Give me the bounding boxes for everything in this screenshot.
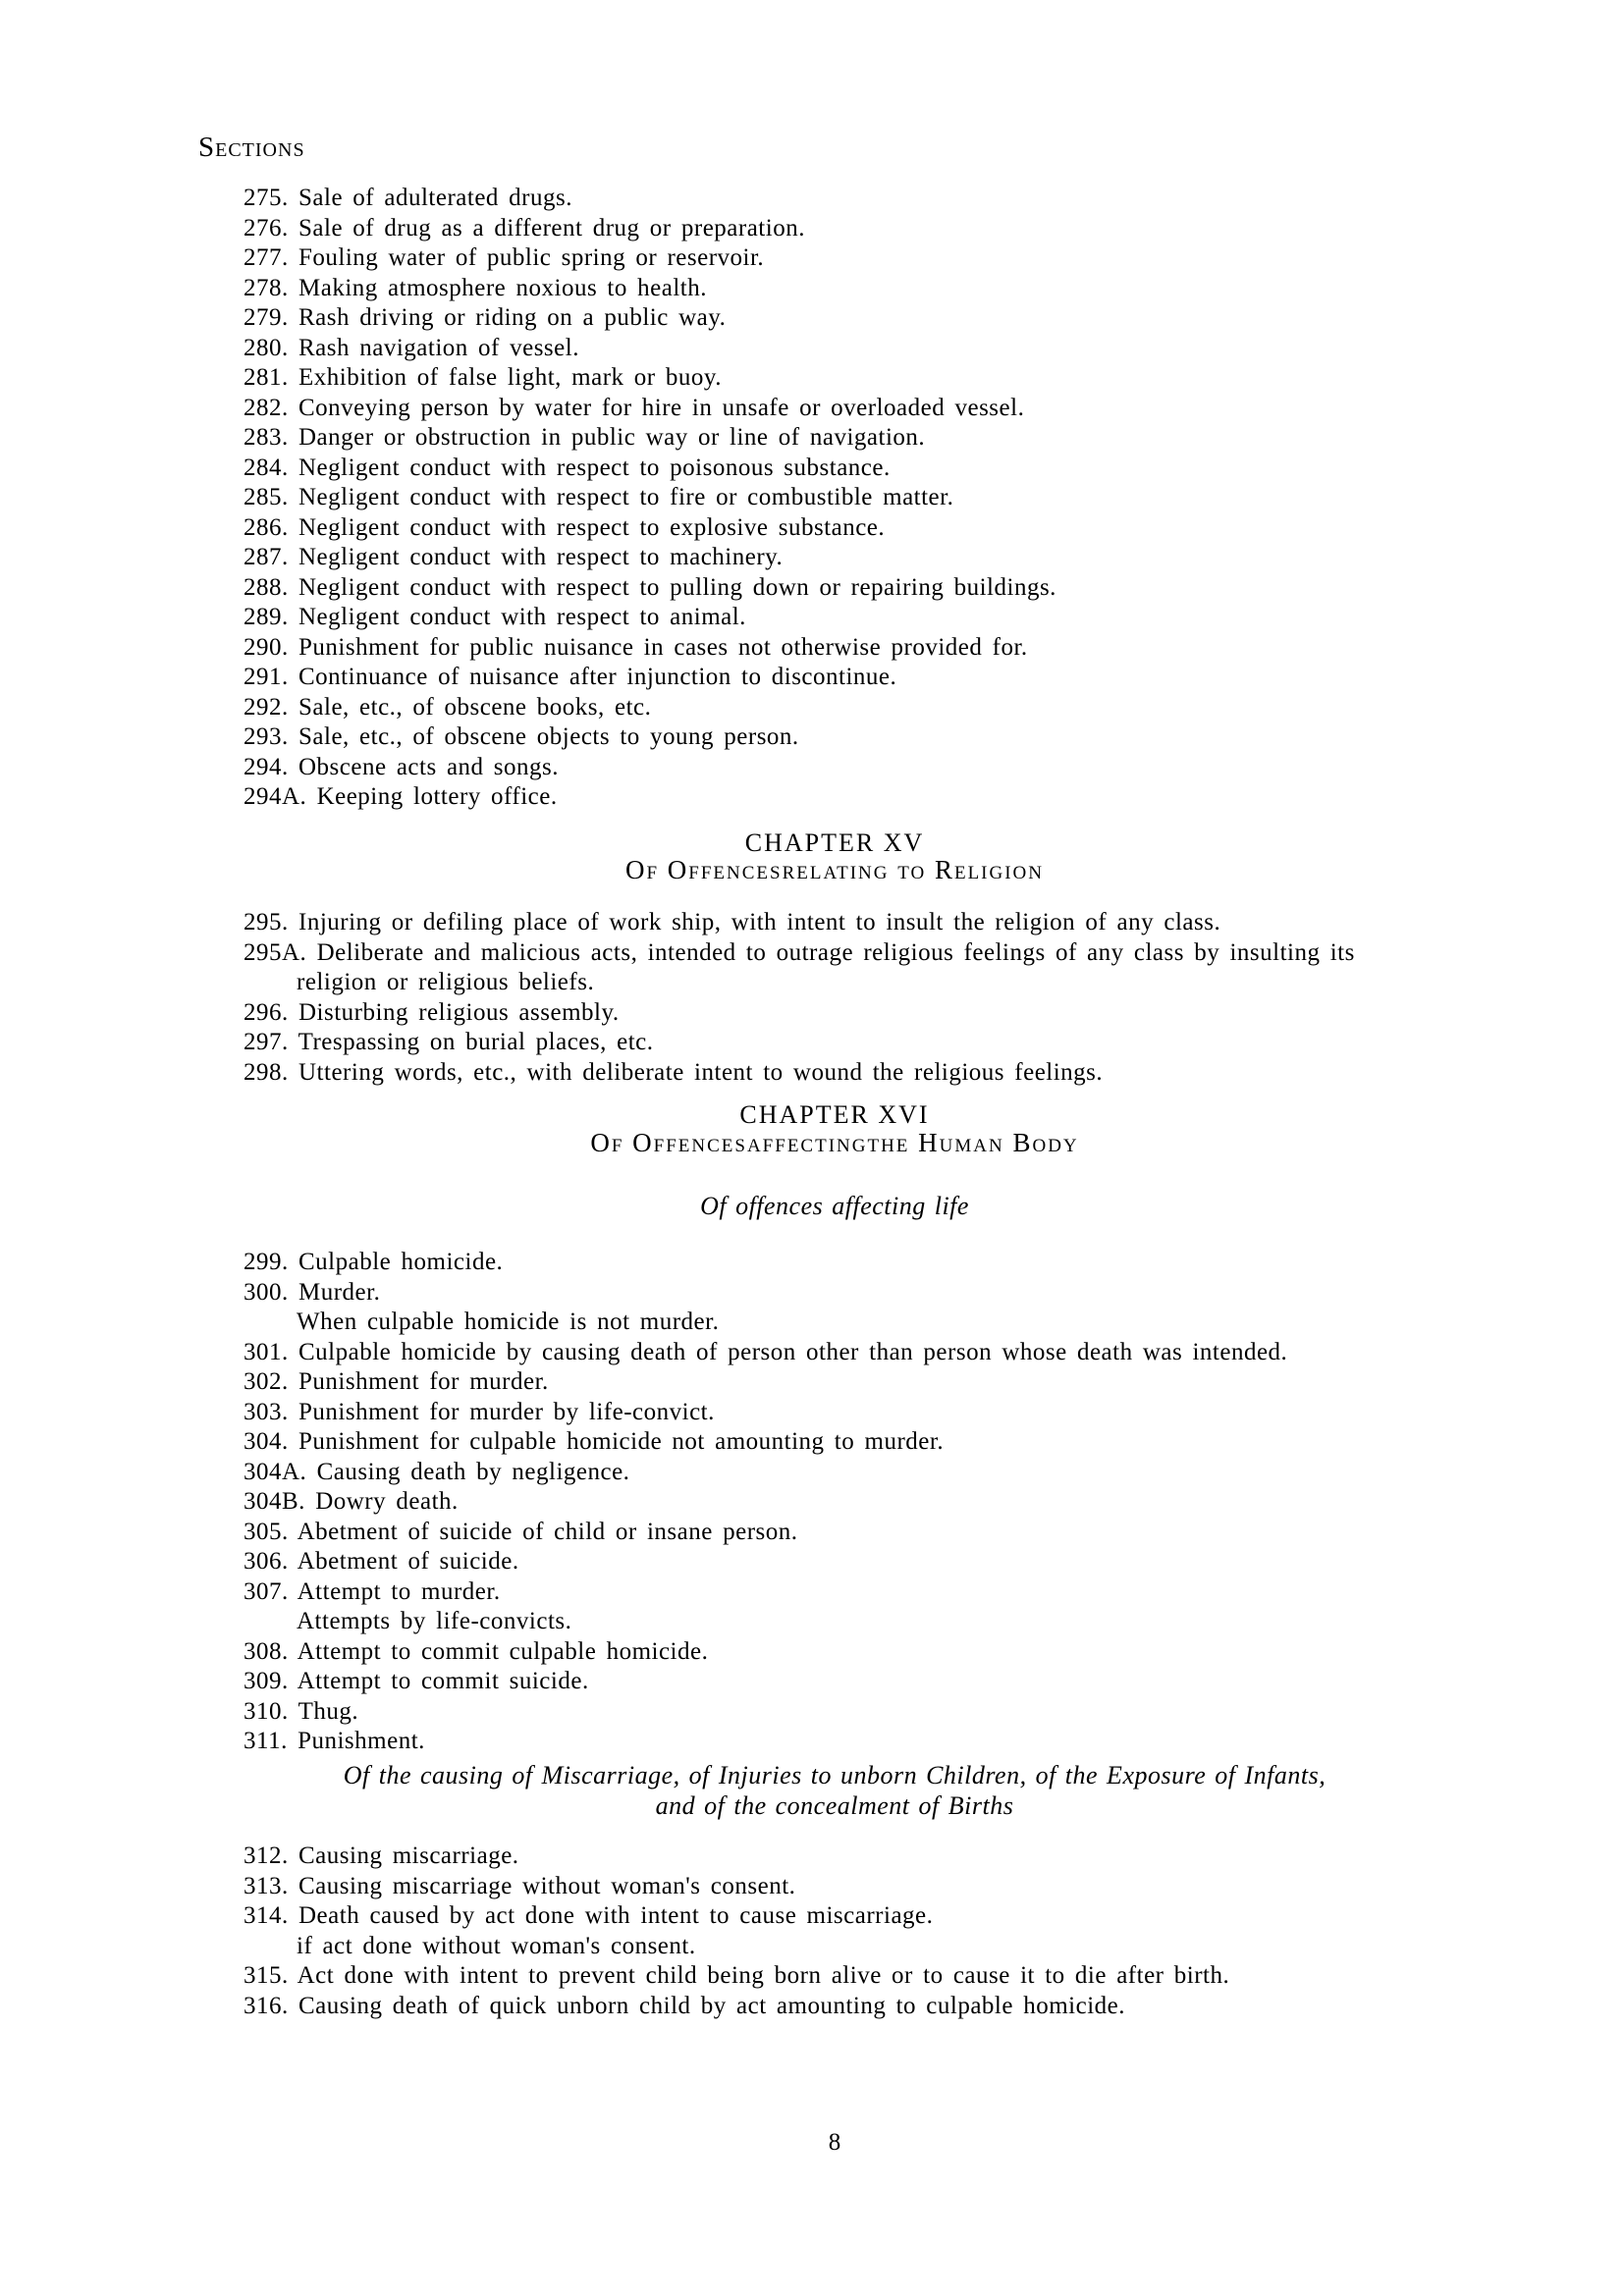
entry-text: Danger or obstruction in public way or line of navigation. — [298, 424, 926, 451]
entry-number: 285. — [244, 484, 289, 510]
entry-number: 314. — [244, 1902, 289, 1929]
toc-entry — [244, 243, 1056, 274]
entry-text: Murder. — [298, 1278, 381, 1306]
toc-entry — [244, 1727, 1287, 1757]
entry-text: Abetment of suicide of child or insane person. — [297, 1518, 798, 1545]
chapter-xv-subtitle: Of Offencesrelating to Religion — [624, 855, 1045, 884]
toc-entry — [244, 394, 1056, 424]
entry-number: 280. — [244, 334, 289, 361]
entry-number: 286. — [244, 513, 289, 541]
entry-number: 315. — [244, 1962, 289, 1989]
entry-number: 302. — [244, 1368, 289, 1395]
entry-text: Sale, etc., of obscene books, etc. — [298, 693, 652, 721]
toc-entry — [244, 1547, 1287, 1577]
entry-number: 287. — [244, 544, 289, 570]
entry-number: 290. — [244, 633, 289, 661]
entry-number: 299. — [244, 1249, 289, 1275]
entry-number: 294A. — [244, 783, 307, 810]
entry-number: 298. — [244, 1058, 289, 1086]
entry-number: 306. — [244, 1548, 289, 1575]
entry-text: Causing death of quick unborn child by act amounting to culpable homicide. — [298, 1992, 1125, 2019]
entry-text: Culpable homicide by causing death of person other than person whose death was intended. — [298, 1338, 1288, 1365]
toc-list-sections-275-294A — [244, 184, 1056, 813]
entry-number: 284. — [244, 454, 289, 481]
toc-entry — [244, 483, 1056, 513]
entry-text: Sale of drug as a different drug or preparation. — [298, 214, 805, 241]
toc-entry — [244, 1992, 1229, 2022]
toc-entry — [244, 1367, 1287, 1398]
entry-text: Punishment for public nuisance in cases not otherwise provided for. — [298, 633, 1028, 661]
part-heading-miscarriage-line2: and of the concealment of Births — [655, 1790, 1014, 1820]
toc-entry — [244, 1308, 1287, 1338]
entry-text: Uttering words, etc., with deliberate intent to wound the religious feelings. — [298, 1058, 1104, 1086]
entry-text: Negligent conduct with respect to pulling down or repairing buildings. — [298, 573, 1056, 601]
toc-entry — [244, 938, 1355, 969]
entry-text: Obscene acts and songs. — [298, 753, 559, 780]
part-heading-miscarriage — [196, 1761, 1473, 1821]
entry-number: 310. — [244, 1697, 289, 1725]
entry-number: 303. — [244, 1398, 289, 1425]
toc-entry — [244, 334, 1056, 364]
toc-entry — [244, 1577, 1287, 1608]
toc-list-sections-295-298 — [244, 908, 1355, 1088]
entry-text: Deliberate and malicious acts, intended to outrage religious feelings of any class by insulting its — [316, 938, 1355, 966]
toc-entry — [244, 1697, 1287, 1728]
entry-number: 289. — [244, 604, 289, 630]
toc-entry — [244, 998, 1355, 1029]
toc-entry — [244, 184, 1056, 214]
toc-entry — [244, 1842, 1229, 1872]
entry-number: 300. — [244, 1278, 289, 1306]
entry-text: Negligent conduct with respect to explosive substance. — [298, 513, 886, 541]
entry-text: Trespassing on burial places, etc. — [298, 1029, 654, 1055]
entry-text: Dowry death. — [315, 1488, 459, 1515]
entry-number: 277. — [244, 244, 289, 271]
toc-entry — [244, 363, 1056, 394]
entry-text: Keeping lottery office. — [316, 783, 558, 810]
toc-entry — [244, 1278, 1287, 1308]
entry-number: 313. — [244, 1872, 289, 1899]
toc-entry — [244, 423, 1056, 454]
entry-text: if act done without woman's consent. — [297, 1932, 696, 1959]
entry-text: Exhibition of false light, mark or buoy. — [298, 364, 722, 391]
entry-text: Rash navigation of vessel. — [298, 334, 579, 361]
entry-number: 297. — [244, 1029, 289, 1055]
toc-entry — [244, 1487, 1287, 1518]
entry-number: 293. — [244, 723, 289, 750]
toc-entry — [244, 513, 1056, 544]
entry-number: 307. — [244, 1577, 289, 1605]
toc-entry — [244, 603, 1056, 633]
toc-entry — [244, 543, 1056, 573]
entry-number: 305. — [244, 1518, 289, 1545]
entry-text: Fouling water of public spring or reservoir. — [298, 244, 765, 271]
toc-entry — [244, 1932, 1229, 1962]
toc-entry — [244, 1398, 1287, 1428]
entry-text: Attempt to commit culpable homicide. — [297, 1637, 709, 1665]
entry-text: Conveying person by water for hire in unsafe or overloaded vessel. — [298, 394, 1025, 421]
part-heading-miscarriage-line1: Of the causing of Miscarriage, of Injuries to unborn Children, of the Exposure of Infants, — [343, 1761, 1326, 1789]
entry-text: Culpable homicide. — [298, 1249, 504, 1275]
toc-entry — [244, 1518, 1287, 1548]
entry-text: Causing death by negligence. — [316, 1458, 630, 1485]
entry-number: 292. — [244, 693, 289, 721]
entry-text: Making atmosphere noxious to health. — [298, 274, 707, 301]
entry-number: 308. — [244, 1637, 289, 1665]
toc-entry — [244, 274, 1056, 304]
entry-number: 311. — [244, 1728, 288, 1754]
toc-entry — [244, 633, 1056, 664]
entry-text: When culpable homicide is not murder. — [297, 1308, 720, 1335]
chapter-xvi-title: CHAPTER XVI — [739, 1100, 930, 1129]
toc-entry — [244, 1338, 1287, 1368]
part-heading-offences-affecting-life: Of offences affecting life — [700, 1192, 969, 1220]
page-number: 8 — [828, 2129, 841, 2156]
entry-number: 291. — [244, 664, 289, 690]
entry-number: 304A. — [244, 1458, 307, 1485]
entry-text: Attempts by life-convicts. — [297, 1608, 572, 1634]
entry-text: Negligent conduct with respect to poisonous substance. — [298, 454, 891, 481]
entry-text: Disturbing religious assembly. — [298, 998, 620, 1026]
entry-number: 304. — [244, 1428, 289, 1455]
toc-entry — [244, 1458, 1287, 1488]
entry-text: Sale of adulterated drugs. — [298, 185, 572, 211]
chapter-xvi-subtitle: Of Offencesaffectingthe Human Body — [590, 1128, 1079, 1157]
entry-number: 278. — [244, 274, 289, 301]
entry-text: Negligent conduct with respect to fire or combustible matter. — [298, 484, 954, 510]
entry-number: 281. — [244, 364, 289, 391]
entry-text: Punishment for murder by life-convict. — [298, 1398, 715, 1425]
entry-number: 288. — [244, 573, 289, 601]
entry-number: 309. — [244, 1668, 289, 1694]
entry-number: 295A. — [244, 938, 307, 966]
entry-number: 275. — [244, 185, 289, 211]
entry-number: 283. — [244, 424, 289, 451]
toc-entry — [244, 454, 1056, 484]
entry-number: 282. — [244, 394, 289, 421]
entry-number: 312. — [244, 1842, 289, 1869]
entry-text: Continuance of nuisance after injunction to discontinue. — [298, 664, 897, 690]
toc-entry — [244, 1872, 1229, 1902]
entry-text: Causing miscarriage. — [298, 1842, 519, 1869]
entry-text: Punishment. — [298, 1728, 425, 1754]
toc-entry — [244, 968, 1355, 998]
entry-text: Death caused by act done with intent to cause miscarriage. — [298, 1902, 934, 1929]
entry-text: Abetment of suicide. — [297, 1548, 519, 1575]
toc-entry — [244, 663, 1056, 693]
entry-number: 295. — [244, 909, 289, 935]
entry-number: 304B. — [244, 1488, 305, 1515]
entry-number: 316. — [244, 1992, 289, 2019]
toc-entry — [244, 722, 1056, 753]
entry-text: Causing miscarriage without woman's consent. — [298, 1872, 796, 1899]
entry-text: Punishment for culpable homicide not amounting to murder. — [298, 1428, 945, 1455]
entry-text: Attempt to commit suicide. — [297, 1668, 589, 1694]
toc-entry — [244, 693, 1056, 723]
toc-list-sections-299-311 — [244, 1248, 1287, 1757]
toc-entry — [244, 782, 1056, 813]
entry-text: Sale, etc., of obscene objects to young person. — [298, 723, 799, 750]
toc-entry — [244, 908, 1355, 938]
toc-entry — [244, 1058, 1355, 1089]
toc-entry — [244, 1637, 1287, 1668]
toc-entry — [244, 573, 1056, 604]
toc-entry — [244, 1427, 1287, 1458]
entry-text: Negligent conduct with respect to animal. — [298, 604, 746, 630]
entry-number: 296. — [244, 998, 289, 1026]
chapter-xv-title: CHAPTER XV — [744, 828, 925, 857]
entry-number: 276. — [244, 214, 289, 241]
toc-entry — [244, 303, 1056, 334]
entry-number: 279. — [244, 304, 289, 331]
entry-text: Act done with intent to prevent child being born alive or to cause it to die after birth. — [297, 1962, 1230, 1989]
entry-text: Rash driving or riding on a public way. — [298, 304, 727, 331]
toc-entry — [244, 753, 1056, 783]
entry-number: 301. — [244, 1338, 289, 1365]
entry-text: Attempt to murder. — [297, 1577, 501, 1605]
toc-entry — [244, 1901, 1229, 1932]
sections-heading: Sections — [198, 132, 305, 163]
toc-entry — [244, 214, 1056, 244]
toc-list-sections-312-316 — [244, 1842, 1229, 2021]
entry-text: Negligent conduct with respect to machinery. — [298, 544, 784, 570]
toc-entry — [244, 1667, 1287, 1697]
entry-text: Thug. — [298, 1697, 359, 1725]
toc-entry — [244, 1607, 1287, 1637]
entry-text: religion or religious beliefs. — [297, 969, 595, 995]
entry-number: 294. — [244, 753, 289, 780]
entry-text: Injuring or defiling place of work ship, with intent to insult the religion of any class. — [298, 909, 1221, 935]
toc-entry — [244, 1028, 1355, 1058]
entry-text: Punishment for murder. — [298, 1368, 549, 1395]
toc-entry — [244, 1961, 1229, 1992]
toc-entry — [244, 1248, 1287, 1278]
